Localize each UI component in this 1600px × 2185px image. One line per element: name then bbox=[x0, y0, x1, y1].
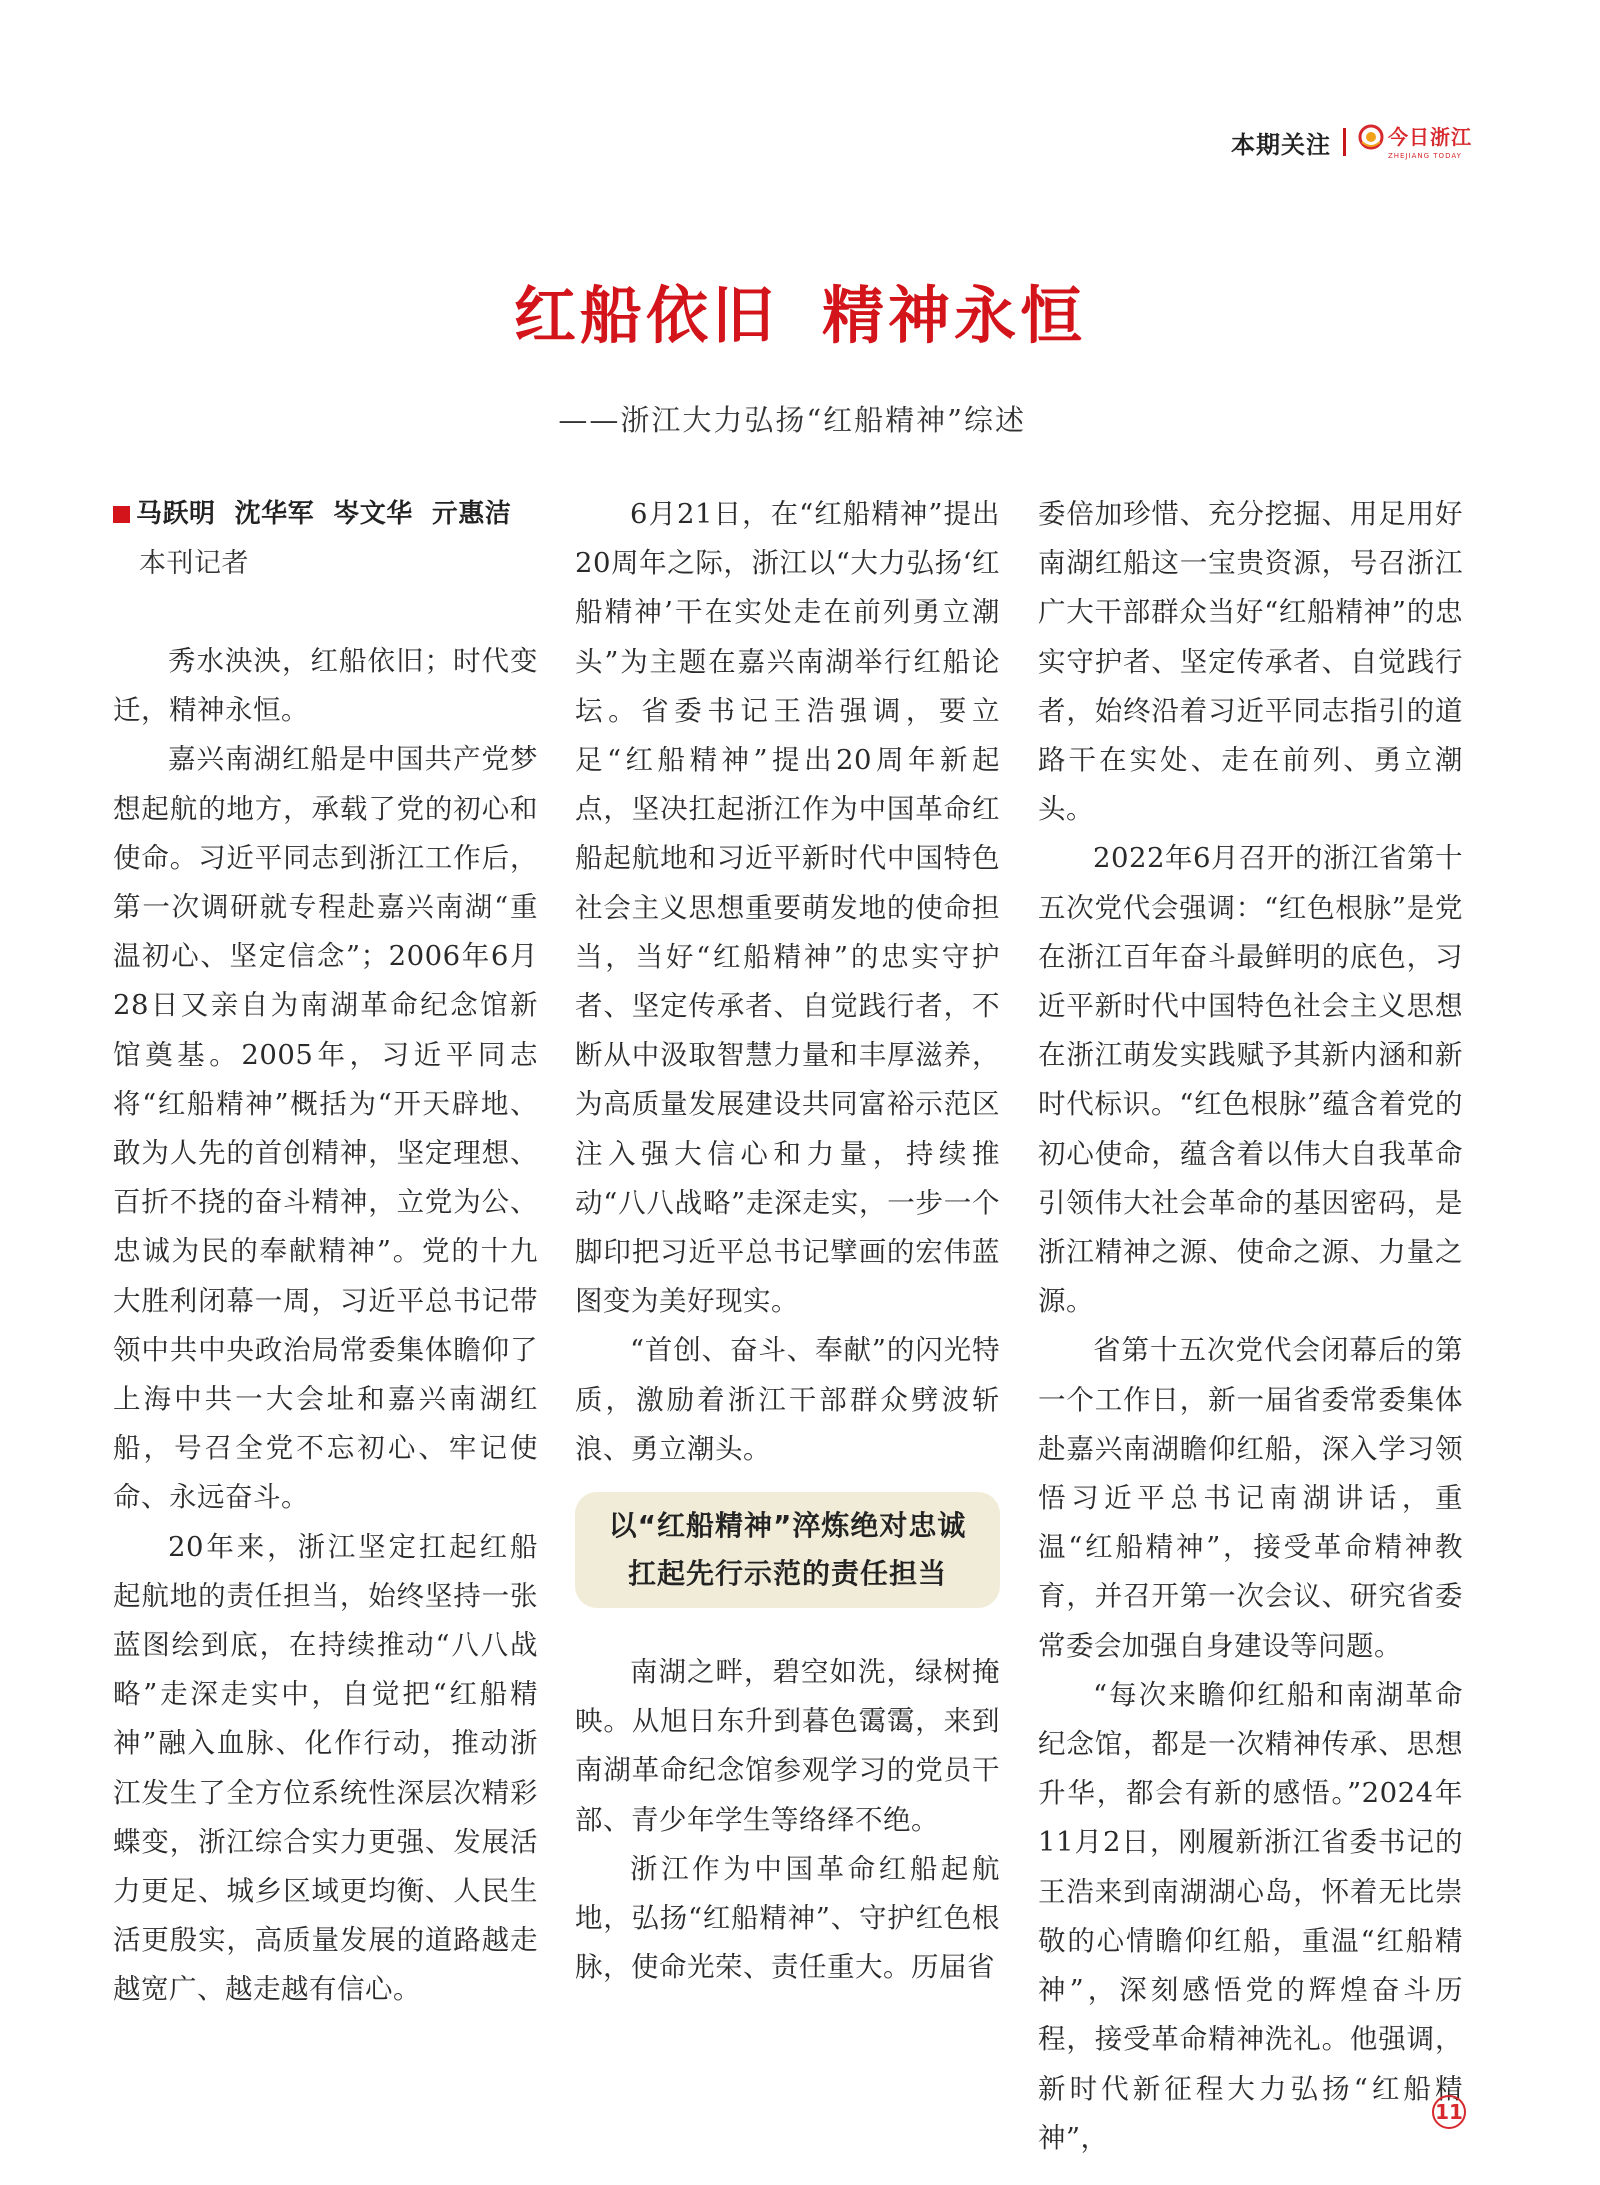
paragraph: “每次来瞻仰红船和南湖革命纪念馆，都是一次精神传承、思想升华，都会有新的感悟。”2024年11月2日，刚履新浙江省委书记的王浩来到南湖湖心岛，怀着无比崇敬的心情瞻仰红船，重温“红船精神”，深刻感悟党的辉煌奋斗历程，接受革命精神洗礼。他强调，新时代新征程大力弘扬“红船精神”， bbox=[1038, 1678, 1463, 2154]
paragraph: 6月21日，在“红船精神”提出20周年之际，浙江以“大力弘扬‘红船精神’干在实处走在前列勇立潮头”为主题在嘉兴南湖举行红船论坛。省委书记王浩强调，要立足“红船精神”提出20周年新起点，坚决扛起浙江作为中国革命红船起航地和习近平新时代中国特色社会主义思想重要萌发地的使命担当，当好“红船精神”的忠实守护者、坚定传承者、自觉践行者，不断从中汲取智慧力量和丰厚滋养，为高质量发展建设共同富裕示范区注入强大信心和力量，持续推动“八八战略”走深走实，一步一个脚印把习近平总书记擘画的宏伟蓝图变为美好现实。 bbox=[575, 498, 1000, 1318]
paragraph: “首创、奋斗、奉献”的闪光特质，激励着浙江干部群众劈波斩浪、勇立潮头。 bbox=[575, 1334, 1000, 1465]
title-part-2: 精神永恒 bbox=[822, 279, 1087, 352]
page-header bbox=[1231, 124, 1472, 160]
logo-subtext: ZHEJIANG TODAY bbox=[1388, 152, 1462, 160]
byline bbox=[113, 490, 538, 539]
logo-swirl-icon bbox=[1358, 124, 1384, 150]
article-subtitle: ——浙江大力弘扬“红船精神”综述 bbox=[558, 403, 1026, 437]
section-heading-line-2: 扛起先行示范的责任担当 bbox=[627, 1557, 947, 1591]
magazine-logo bbox=[1358, 124, 1472, 160]
article-title bbox=[0, 279, 1600, 352]
byline-authors: 马跃明 沈华军 岑文华 亓惠洁 bbox=[136, 499, 512, 529]
paragraph: 20年来，浙江坚定扛起红船起航地的责任担当，始终坚持一张蓝图绘到底，在持续推动“八八战略”走深走实中，自觉把“红船精神”融入血脉、化作行动，推动浙江发生了全方位系统性深层次精彩蝶变，浙江综合实力更强、发展活力更足、城乡区域更均衡、人民生活更殷实，高质量发展的道路越走越宽广、越走越有信心。 bbox=[113, 1530, 538, 2006]
paragraph: 嘉兴南湖红船是中国共产党梦想起航的地方，承载了党的初心和使命。习近平同志到浙江工作后，第一次调研就专程赴嘉兴南湖“重温初心、坚定信念”；2006年6月28日又亲自为南湖革命纪念馆新馆奠基。2005年，习近平同志将“红船精神”概括为“开天辟地、敢为人先的首创精神，坚定理想、百折不挠的奋斗精神，立党为公、忠诚为民的奉献精神”。党的十九大胜利闭幕一周，习近平总书记带领中共中央政治局常委集体瞻仰了上海中共一大会址和嘉兴南湖红船，号召全党不忘初心、牢记使命、永远奋斗。 bbox=[113, 743, 538, 1514]
paragraph: 南湖之畔，碧空如洗，绿树掩映。从旭日东升到暮色霭霭，来到南湖革命纪念馆参观学习的党员干部、青少年学生等络绎不绝。 bbox=[575, 1656, 1000, 1836]
byline-marker-icon bbox=[113, 506, 130, 523]
column-1 bbox=[113, 490, 538, 2015]
paragraph-continued: 委倍加珍惜、充分挖掘、用足用好南湖红船这一宝贵资源，号召浙江广大干部群众当好“红船精神”的忠实守护者、坚定传承者、自觉践行者，始终沿着习近平同志指引的道路干在实处、走在前列、勇立潮头。 bbox=[1038, 498, 1463, 826]
paragraph: 省第十五次党代会闭幕后的第一个工作日，新一届省委常委集体赴嘉兴南湖瞻仰红船，深入学习领悟习近平总书记南湖讲话，重温“红船精神”，接受革命精神教育，并召开第一次会议、研究省委常委会加强自身建设等问题。 bbox=[1038, 1334, 1463, 1662]
title-part-1: 红船依旧 bbox=[513, 279, 778, 352]
section-label: 本期关注 bbox=[1231, 130, 1331, 159]
logo-text: 今日浙江 bbox=[1388, 125, 1472, 149]
page-number: 11 bbox=[1432, 2095, 1466, 2129]
column-3 bbox=[1038, 490, 1463, 2163]
column-2 bbox=[575, 490, 1000, 1992]
section-heading bbox=[575, 1492, 1000, 1608]
byline-role: 本刊记者 bbox=[139, 548, 249, 579]
paragraph: 浙江作为中国革命红船起航地，弘扬“红船精神”、守护红色根脉，使命光荣、责任重大。历届省 bbox=[575, 1852, 1000, 1984]
section-heading-line-1: 以“红船精神”淬炼绝对忠诚 bbox=[608, 1509, 967, 1543]
paragraph: 2022年6月召开的浙江省第十五次党代会强调：“红色根脉”是党在浙江百年奋斗最鲜明的底色，习近平新时代中国特色社会主义思想在浙江萌发实践赋予其新内涵和新时代标识。“红色根脉”蕴含着党的初心使命，蕴含着以伟大自我革命引领伟大社会革命的基因密码，是浙江精神之源、使命之源、力量之源。 bbox=[1038, 842, 1463, 1318]
header-divider bbox=[1343, 128, 1346, 156]
paragraph: 秀水泱泱，红船依旧；时代变迁，精神永恒。 bbox=[113, 645, 538, 727]
